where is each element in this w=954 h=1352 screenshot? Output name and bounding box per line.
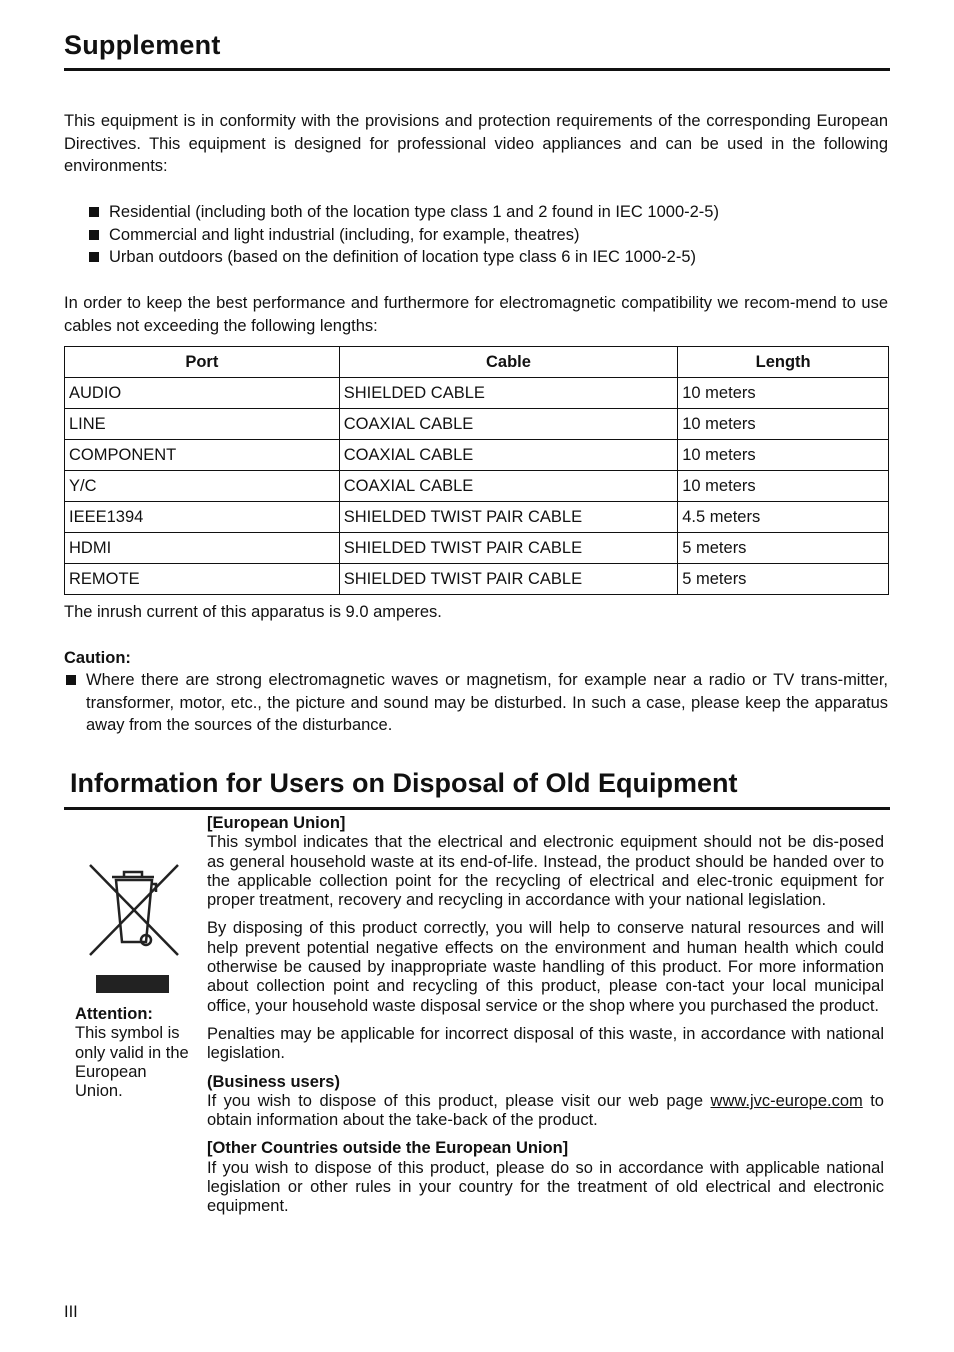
eu-paragraph-1: This symbol indicates that the electrical and electronic equipment should not be dis-posed as general household waste at its end-of-life. Instead, the product should be handed over to the applicable collection point for the recycling of electrical and elec-tronic equipment for proper treatment, recovery and recycling in accordance with your national legislation. xyxy=(207,833,884,910)
attention-note xyxy=(75,1005,195,1101)
list-item: Commercial and light industrial (including, for example, theatres) xyxy=(64,224,719,247)
cell-port: Y/C xyxy=(65,471,340,502)
cell-port: HDMI xyxy=(65,533,340,564)
supplement-title: Supplement xyxy=(64,30,221,60)
bullet-icon xyxy=(66,675,76,685)
jvc-europe-link[interactable]: www.jvc-europe.com xyxy=(710,1091,863,1110)
bullet-icon xyxy=(89,207,99,217)
attention-heading: Attention: xyxy=(75,1005,153,1023)
cell-cable: SHIELDED CABLE xyxy=(339,378,678,409)
eu-paragraph-2: By disposing of this product correctly, you will help to conserve natural resources and will help prevent potential negative effects on the environment and human health which could otherwise be caused by inappropriate waste handling of this product. For more information about collection point and recycling of this product, please con-tact your local municipal office, your household waste disposal service or the shop where you purchased the product. xyxy=(207,919,884,1015)
cell-length: 4.5 meters xyxy=(678,502,889,533)
disposal-title: Information for Users on Disposal of Old Equipment xyxy=(70,768,738,798)
business-section xyxy=(207,1073,884,1131)
table-row xyxy=(65,378,889,409)
cell-port: LINE xyxy=(65,409,340,440)
disposal-text xyxy=(207,814,884,1226)
inrush-current-note: The inrush current of this apparatus is 9.0 amperes. xyxy=(64,603,442,621)
cell-port: IEEE1394 xyxy=(65,502,340,533)
cell-cable: SHIELDED TWIST PAIR CABLE xyxy=(339,533,678,564)
cell-cable: COAXIAL CABLE xyxy=(339,471,678,502)
caution-heading: Caution: xyxy=(64,649,131,667)
page-number: III xyxy=(64,1303,78,1321)
business-text-post: to obtain information about the take-back of the product. xyxy=(207,1091,884,1130)
weee-bin-icon xyxy=(86,860,182,996)
environment-list xyxy=(64,201,719,269)
table-row xyxy=(65,409,889,440)
column-header-port: Port xyxy=(65,347,340,378)
eu-paragraph-3: Penalties may be applicable for incorrect disposal of this waste, in accordance with national legislation. xyxy=(207,1024,884,1063)
cable-table xyxy=(64,346,889,595)
cell-port: REMOTE xyxy=(65,564,340,595)
cell-length: 10 meters xyxy=(678,378,889,409)
eu-heading: [European Union] xyxy=(207,814,346,832)
cell-cable: COAXIAL CABLE xyxy=(339,409,678,440)
list-item: Residential (including both of the location type class 1 and 2 found in IEC 1000-2-5) xyxy=(64,201,719,224)
other-countries-text: If you wish to dispose of this product, please do so in accordance with applicable national legislation or other rules in your country for the treatment of old electrical and electronic equipment. xyxy=(207,1158,884,1216)
cell-length: 10 meters xyxy=(678,471,889,502)
list-item: Urban outdoors (based on the definition of location type class 6 in IEC 1000-2-5) xyxy=(64,246,719,269)
column-header-length: Length xyxy=(678,347,889,378)
cell-length: 10 meters xyxy=(678,409,889,440)
cell-cable: COAXIAL CABLE xyxy=(339,440,678,471)
cell-length: 5 meters xyxy=(678,533,889,564)
table-row xyxy=(65,471,889,502)
attention-text: This symbol is only valid in the European Union. xyxy=(75,1024,189,1101)
cell-cable: SHIELDED TWIST PAIR CABLE xyxy=(339,502,678,533)
bullet-icon xyxy=(89,230,99,240)
cell-port: AUDIO xyxy=(65,378,340,409)
cable-recommendation: In order to keep the best performance and furthermore for electromagnetic compatibility we recom-mend to use cables not exceeding the following lengths: xyxy=(64,294,888,335)
cell-cable: SHIELDED TWIST PAIR CABLE xyxy=(339,564,678,595)
table-header-row xyxy=(65,347,889,378)
business-text-pre: If you wish to dispose of this product, please visit our web page xyxy=(207,1091,711,1110)
table-row xyxy=(65,533,889,564)
title-rule xyxy=(64,68,890,71)
cell-port: COMPONENT xyxy=(65,440,340,471)
cell-length: 10 meters xyxy=(678,440,889,471)
business-heading: (Business users) xyxy=(207,1072,340,1091)
bullet-icon xyxy=(89,252,99,262)
other-countries-heading: [Other Countries outside the European Union] xyxy=(207,1139,569,1158)
table-row xyxy=(65,502,889,533)
supplement-intro: This equipment is in conformity with the provisions and protection requirements of the corresponding European Directives. This equipment is designed for professional video appliances and can be used in the following environments: xyxy=(64,112,888,175)
cell-length: 5 meters xyxy=(678,564,889,595)
eu-section xyxy=(207,814,884,910)
caution-text: Where there are strong electromagnetic waves or magnetism, for example near a radio or TV trans-mitter, transformer, motor, etc., the picture and sound may be disturbed. In such a case, please keep the apparatus away from the sources of the disturbance. xyxy=(64,669,888,737)
column-header-cable: Cable xyxy=(339,347,678,378)
other-countries-section xyxy=(207,1139,884,1216)
table-row xyxy=(65,440,889,471)
table-row xyxy=(65,564,889,595)
title-rule xyxy=(64,807,890,810)
